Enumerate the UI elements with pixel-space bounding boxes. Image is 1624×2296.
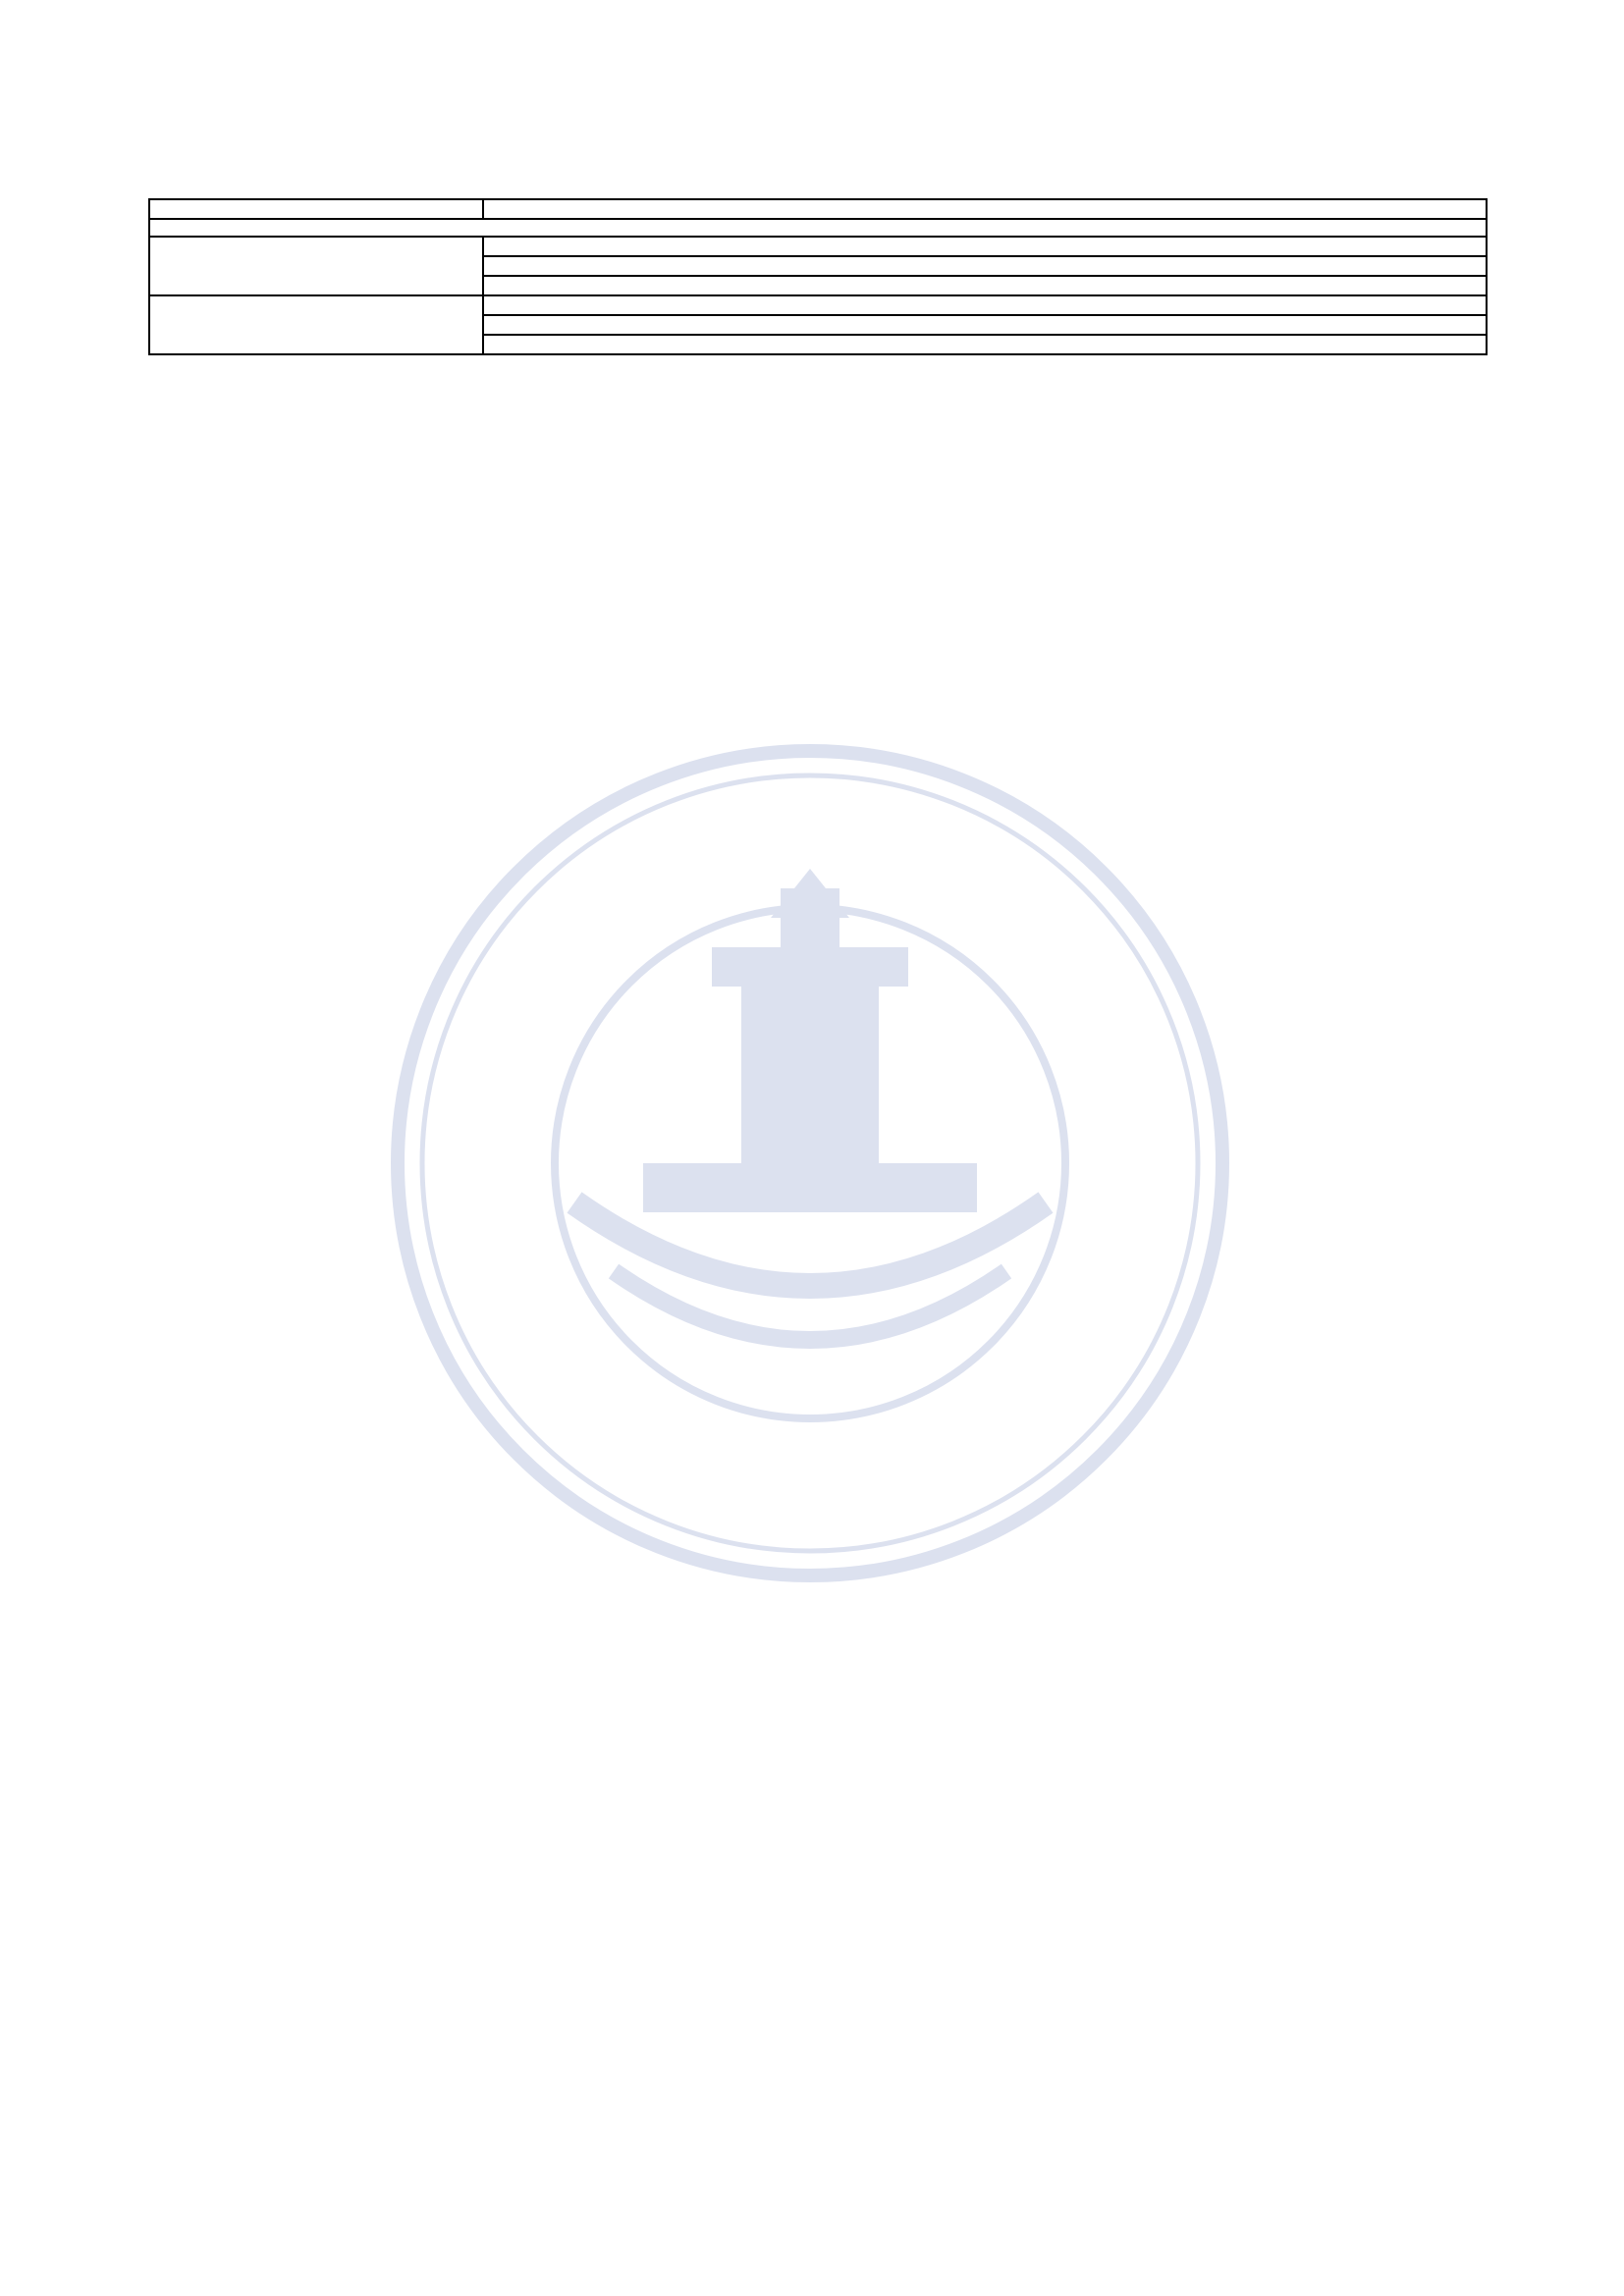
item-description-cell [149, 295, 483, 354]
grade-c-cell [483, 237, 1487, 256]
grade-a-cell [483, 335, 1487, 354]
item-description-cell [149, 237, 483, 295]
item-row-c [149, 295, 1487, 315]
grade-b-cell [483, 315, 1487, 335]
empty-left-cell [149, 199, 483, 219]
grade-a-cell [483, 276, 1487, 295]
standards-table [148, 198, 1488, 355]
section-title [150, 220, 1486, 236]
table-row-continuation [149, 199, 1487, 219]
ministry-seal-watermark [388, 741, 1232, 1585]
section-header-row [149, 219, 1487, 237]
item-row-c [149, 237, 1487, 256]
grade-c-cell [483, 295, 1487, 315]
indicator-list [484, 200, 1486, 218]
indicator-list-cell [483, 199, 1487, 219]
section-title-cell [149, 219, 1487, 237]
grade-b-cell [483, 256, 1487, 276]
